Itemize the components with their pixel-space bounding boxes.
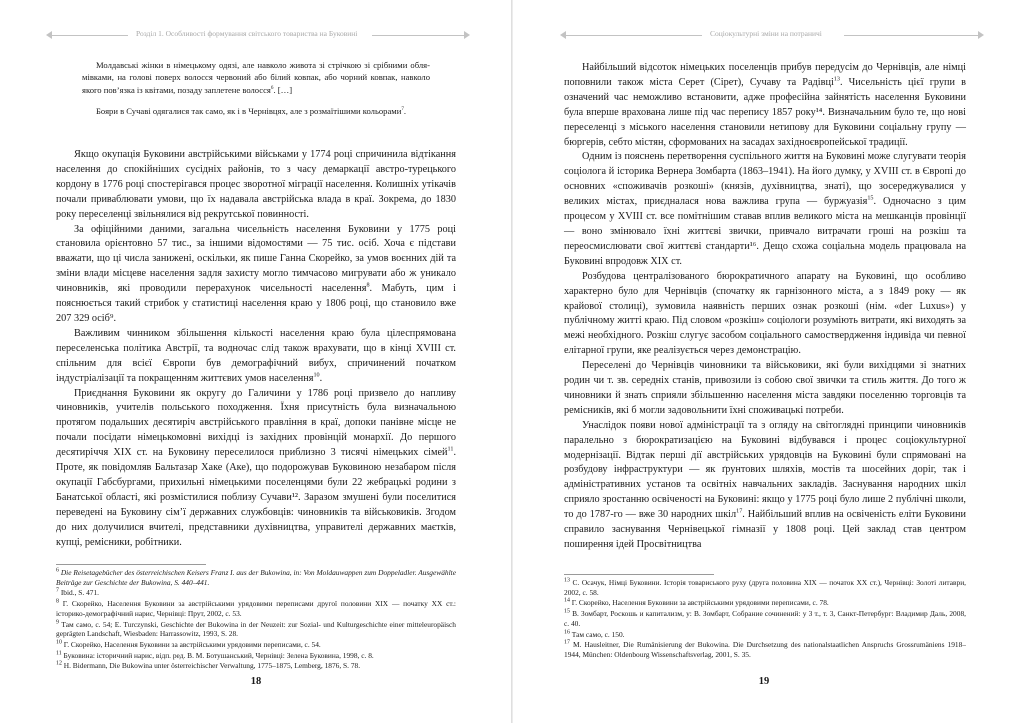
paragraph: Розбудова централізованого бюрократичного апарату на Буковині, що особливо характерно було для Чернівців (спочатку як гарнізонного міста, а з 1849 року — як крайової столиці), зумовила наявність перших ознак розкоші (нім. «der Luxus») у публічному житті краю. Під словом «розкіш» соціологи розуміють витрати, які виходять за межі необхідного. Розкіш слугує засобом соціального самоствердження індивіда чи певної елітарної групи, яке реалізується через демонстрацію. [564, 270, 966, 357]
paragraph: Приєднання Буковини як округу до Галичини у 1786 році призвело до напливу чиновників, учителів польського походження. Їхня присутність була визначальною протягом подальших десятиріч австрійського правління в краї, допоки панівне місце не почали посідати німецькомовні вихідці із західних провінцій монархії. До першого десятиріччя XIX ст. на Буковину переселилося приблизно 3 тисячі німецьких сімей$^{11}$. Проте, як повідомляв Бальтазар Хаке (Аке), що подорожував Буковиною незабаром після окупації Габсбургами, прихильні німецькими поселенцями були 22 жебрацькі родини з Банатської області, які розмістилися поблизу Сучави¹². Заразом змушені були поселитися переведені на Буковину сім’ї державних службовців: чиновників та військовиків. Згодом до них долучилися вчителі, представники духівництва, управителі державних маєтків, купці, ремісники, робітники. [56, 387, 456, 548]
main-text [564, 61, 966, 553]
main-text [56, 148, 456, 550]
paragraph: Переселені до Чернівців чиновники та військовики, які були вихідцями зі знатних родин чи т. зв. середніх станів, привозили із собою свої звички та стиль життя. До того ж чиновники й знать сприяли збільшенню населення міста завдяки поселенню торговців та ремісників, які б могли задовольнити їхні споживацькі потреби. [564, 360, 966, 416]
footnote: $^{10}$ Г. Скорейко, Населення Буковини за австрійськими урядовими переписами, с. 54. [56, 639, 321, 649]
footnote: $^{17}$ M. Hausleitner, Die Rumänisierung der Bukowina. Die Durchsetzung des nationalstaatlichen Anspruchs Grossrumäniens 1918–1944, München: Oldenbourg Wissenschaftsverlag, 2001, S. 35. [564, 639, 966, 659]
header-rule-right [844, 35, 978, 36]
running-head-title: Розділ 1. Особливості формування світського товариства на Буковині [136, 29, 358, 38]
paragraph: Важливим чинником збільшення кількості населення краю була цілеспрямована переселенська політика Австрії, та водночас слід також врахувати, що в кінці XVIII ст. спільним для всієї Європи був демографічний вибух, спричинений початком індустріалізації та покращенням життєвих умов населення$^{10}$. [56, 327, 456, 384]
footnote: $^{15}$ В. Зомбарт, Роскошь и капитализм, у: В. Зомбарт, Собрание сочинений: у 3 т., т. 3, Санкт-Петербург: Владимир Даль, 2008, с. 40. [564, 608, 966, 628]
footnote: $^{16}$ Там само, с. 150. [564, 629, 625, 639]
footnotes [564, 578, 966, 661]
rule-ornament-right [464, 31, 470, 39]
footnote-ref[interactable]: 15 [867, 195, 874, 202]
footnote: $^{11}$ Буковина: історичний нарис, відп. ред. В. М. Ботушанський, Чернівці: Зелена Буковина, 1998, с. 8. [56, 650, 374, 660]
footnote-ref[interactable]: 7 [401, 106, 404, 113]
footnote-ref[interactable]: 6 [270, 84, 274, 91]
running-head-title: Соціокультурні зміни на потраничі [710, 29, 822, 38]
page-number: 18 [250, 676, 262, 687]
header-rule-left [52, 35, 128, 36]
footnote: $^9$ Там само, с. 54; E. Turczynski, Geschichte der Bukowina in der Neuzeit: zur Sozial- und Kulturgeschichte einer mitteleuropäisch geprägten Landschaft, Wiesbaden: Harrassowitz, 1993, S. 28. [56, 619, 456, 639]
footnote-ref[interactable]: 10 [313, 372, 320, 379]
footnotes [56, 568, 456, 672]
footnote: $^8$ Г. Скорейко, Населення Буковини за австрійськими урядовими переписами другої половини XIX — початку XX ст.: історико-демографічний нарис, Чернівці: Прут, 2002, с. 53. [56, 598, 456, 618]
paragraph: Унаслідок появи нової адміністрації та з огляду на світоглядні принципи чиновників паралельно з бюрократизацією на Буковині відбувався і процес соціокультурної модернізації. Відтак перші дії австрійських урядовців на Буковині були спрямовані на розбудову інфраструктури — як ґрунтових шляхів, мостів та шосейних доріг, так і адміністративних установ та освітніх навчальних закладів. Заснування народних шкіл сприяло зростанню освіченості на Буковині: якщо у 1775 році було лише 2 публічні школи, то до 1787-го — вже 30 народних шкіл$^{17}$. Найбільший вплив на освіченість еліти Буковини справило заснування Чернівецької гімназії у 1808 році. Цей заклад став центром поширення ідей Просвітництва [564, 419, 966, 550]
footnote: $^{12}$ H. Bidermann, Die Bukowina unter österreichischer Verwaltung, 1775–1875, Lemberg, 1876, S. 78. [56, 660, 361, 671]
header-rule-left [566, 35, 702, 36]
block-quotes [82, 59, 430, 127]
header-rule-right [372, 35, 464, 36]
footnote: $^7$ Ibid., S. 471. [56, 587, 99, 598]
right-page [512, 0, 1024, 723]
block-quote: Молдавські жінки в німецькому одязі, але навколо живота зі стрічкою зі срібними облямівками, на голові поверх волосся червоний або білий ковпак, або чорний ковпак, навколо якого пов’язка із квітами, позаду заплетене волосся$^6$. […] [82, 60, 430, 95]
page-number: 19 [758, 676, 770, 687]
footnote-ref[interactable]: 13 [833, 76, 840, 83]
paragraph: Найбільший відсоток німецьких поселенців прибув передусім до Чернівців, але німці поповнили також міста Серет (Сірет), Сучаву та Радівці$^{13}$. Чисельність цієї групи в означений час неможливо встановити, адже професійна зайнятість населення Буковини була вперше врахована лише під час перепису 1857 року¹⁴. Визначальним було те, що нові переселенці з міського населення становили нетипову для Буковини соціальну групу — бюргерів, себто містян, сформованих на засадах західноєвропейської традиції. [564, 62, 966, 148]
footnote-ref[interactable]: 17 [736, 508, 743, 515]
footnote-ref[interactable]: 8 [366, 282, 370, 289]
rule-ornament-right [978, 31, 984, 39]
footnote-ref[interactable]: 11 [447, 446, 454, 453]
running-head [46, 29, 470, 43]
running-head [560, 29, 984, 43]
block-quote: Бояри в Сучаві одягалися так само, як і в Чернівцях, але з розмаїтішими кольорами$^7$. [96, 106, 407, 117]
paragraph: За офіційними даними, загальна чисельність населення Буковини у 1775 році становила орієнтовно 57 тис., за іншими відомостями — 75 тис. осіб. Хоча є підстави вважати, що ці числа занижені, оскільки, як пише Ганна Скорейко, за умов воєнних дій та зміни влади місцеве населення задля захисту могло тимчасово мигрувати або ж уникало чиновників, які проводили перерахунок чисельності населення$^8$. Мабуть, цим і пояснюється такий стрибок у статистиці населення краю у 1806 році, що становило вже 207 329 осіб⁹. [56, 223, 456, 324]
footnote: $^{14}$ Г. Скорейко, Населення Буковини за австрійськими урядовими переписами, с. 78. [564, 597, 829, 608]
footnote-separator [56, 564, 206, 565]
paragraph: Одним із пояснень перетворення суспільного життя на Буковині може слугувати теорія соціолога й історика Вернера Зомбарта (1863–1941). На його думку, у XVIII ст. в Європі до основних «споживачів розкоші» (князів, духівництва, знаті), що зосереджувалися у великих містах, приєдналася нова важлива група — буржуазія$^{15}$. Одночасно з цим процесом у XVIII ст. все помітнішим ставав вплив великого міста на мешканців провінції — воно змінювало їхні життєві звички, привчало витрачати гроші на розкіш та переосмислювати свої життєві стандарти¹⁶. Дещо схожа соціальна модель працювала на Буковині впродовж XIX ст. [564, 151, 966, 267]
footnote: $^6$ Die Reisetagebücher des österreichischen Keisers Franz I. aus der Bukowina, in: Von Moldauwappen zum Doppeladler. Ausgewählte Beiträge zur Geschichte der Bukowina, S. 440–441. [56, 567, 456, 587]
footnote-separator [564, 574, 714, 575]
paragraph: Якщо окупація Буковини австрійськими військами у 1774 році спричинила відтікання населення до спокійніших сусідніх районів, то з часу демаркації австро-турецького кордону в 1776 році спостерігався процес зворотної міграції населення. Колишніх утікачів почали приваблювати умови, що їх надавала австрійська влада в краї. Зокрема, до 1830 року переселенці звільнялися від рекрутської повинності. [56, 149, 456, 220]
footnote: $^{13}$ С. Осачук, Німці Буковини. Історія товариського руху (друга половина XIX — початок XX ст.), Чернівці: Золоті литаври, 2002, с. 58. [564, 577, 967, 597]
